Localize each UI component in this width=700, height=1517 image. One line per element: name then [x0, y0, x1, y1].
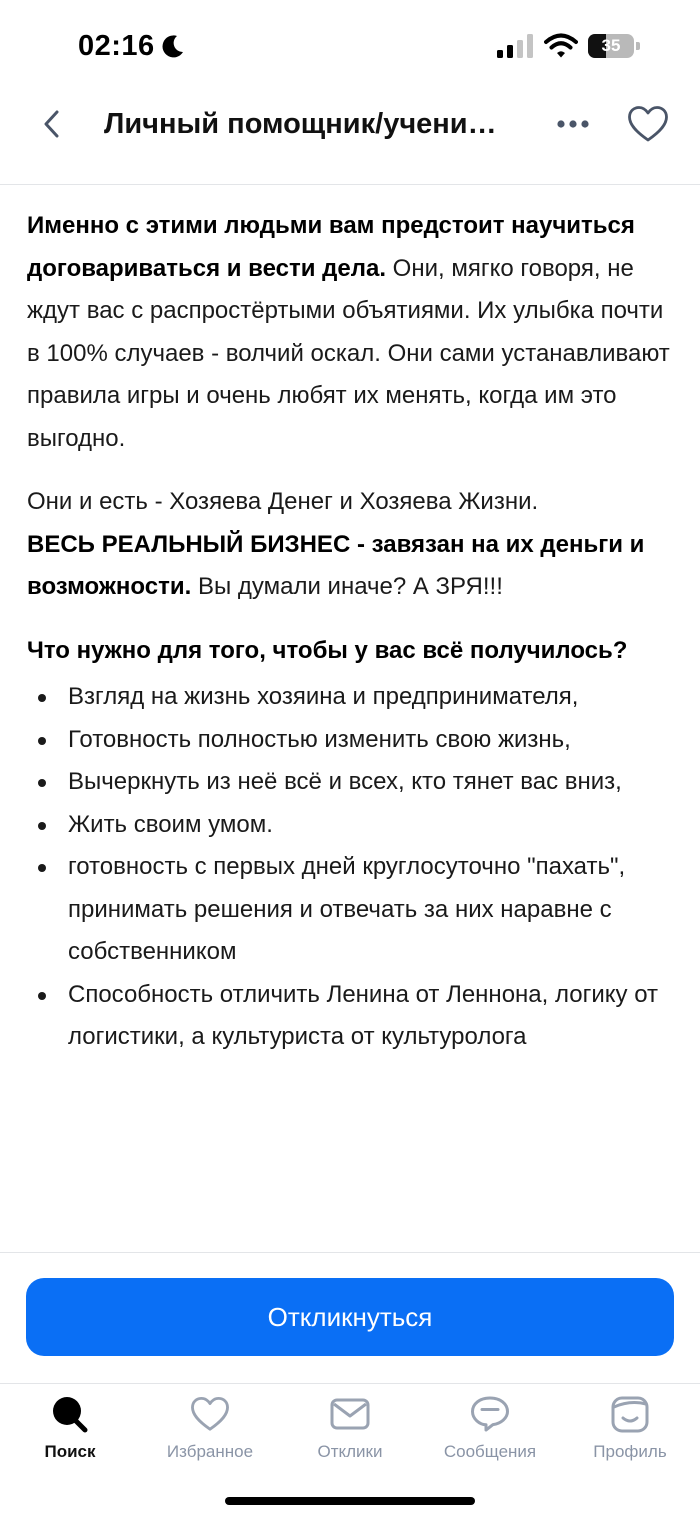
cellular-signal-icon: [497, 34, 533, 58]
more-horizontal-icon: [556, 119, 590, 129]
tab-responses[interactable]: [280, 1392, 420, 1472]
tab-search[interactable]: [0, 1392, 140, 1472]
tab-profile[interactable]: [560, 1392, 700, 1472]
page-title: Личный помощник/учени…: [104, 108, 497, 140]
paragraph-text: Вы думали иначе? А ЗРЯ!!!: [191, 573, 503, 600]
envelope-icon: [330, 1398, 370, 1430]
heart-icon: [627, 105, 669, 143]
list-item: Готовность полностью изменить свою жизнь,: [27, 719, 677, 762]
list-item: Способность отличить Ленина от Леннона, логику от логистики, а культуриста от культуролога: [27, 974, 677, 1059]
tab-label: Поиск: [44, 1442, 96, 1461]
moon-icon: [160, 33, 186, 59]
respond-button[interactable]: Откликнуться: [26, 1278, 674, 1356]
chat-bubble-icon: [470, 1395, 510, 1433]
battery-icon: [588, 34, 640, 58]
back-button[interactable]: [34, 104, 70, 144]
more-options-button[interactable]: [552, 106, 594, 142]
list-item: Жить своим умом.: [27, 804, 677, 847]
chevron-left-icon: [42, 109, 62, 139]
home-indicator: [225, 1497, 475, 1505]
tab-label: Избранное: [166, 1442, 254, 1461]
paragraph: [27, 205, 677, 460]
tab-favorites[interactable]: [140, 1392, 280, 1472]
section-heading: Что нужно для того, чтобы у вас всё получилось?: [27, 636, 628, 664]
wifi-icon: [544, 33, 578, 59]
heart-icon: [190, 1396, 230, 1432]
nav-header: [0, 90, 700, 185]
search-icon: [50, 1394, 90, 1434]
tab-messages[interactable]: [420, 1392, 560, 1472]
tab-bar: [0, 1383, 700, 1517]
list-item: Взгляд на жизнь хозяина и предпринимателя,: [27, 676, 677, 719]
paragraph: [27, 481, 677, 609]
vacancy-description: [27, 205, 677, 1059]
tab-label: Профиль: [593, 1442, 667, 1461]
paragraph-text: Они и есть - Хозяева Денег и Хозяева Жизни.: [27, 488, 539, 515]
paragraph-text: Они, мягко говоря, не ждут вас с распростёртыми объятиями. Их улыбка почти в 100% случаев - волчий оскал. Они сами устанавливают правила игры и очень любят их менять, когда им это выгодно.: [27, 254, 670, 452]
tab-label: Отклики: [317, 1442, 383, 1461]
favorite-button[interactable]: [624, 102, 672, 146]
battery-level: 35: [601, 36, 621, 55]
status-time: 02:16: [78, 30, 155, 62]
tab-label: Сообщения: [443, 1442, 537, 1461]
paragraph-bold-text: ВЕСЬ РЕАЛЬНЫЙ БИЗНЕС - завязан на их деньги и возможности.: [27, 530, 645, 600]
list-item: Вычеркнуть из неё всё и всех, кто тянет вас вниз,: [27, 761, 677, 804]
action-panel: [0, 1252, 700, 1384]
profile-icon: [610, 1394, 650, 1434]
requirements-list: [27, 676, 677, 1059]
status-bar: [0, 0, 700, 90]
list-item: готовность с первых дней круглосуточно "пахать", принимать решения и отвечать за них наравне с собственником: [27, 846, 677, 974]
paragraph-bold-text: Именно с этими людьми вам предстоит научиться договариваться и вести дела.: [27, 212, 635, 282]
